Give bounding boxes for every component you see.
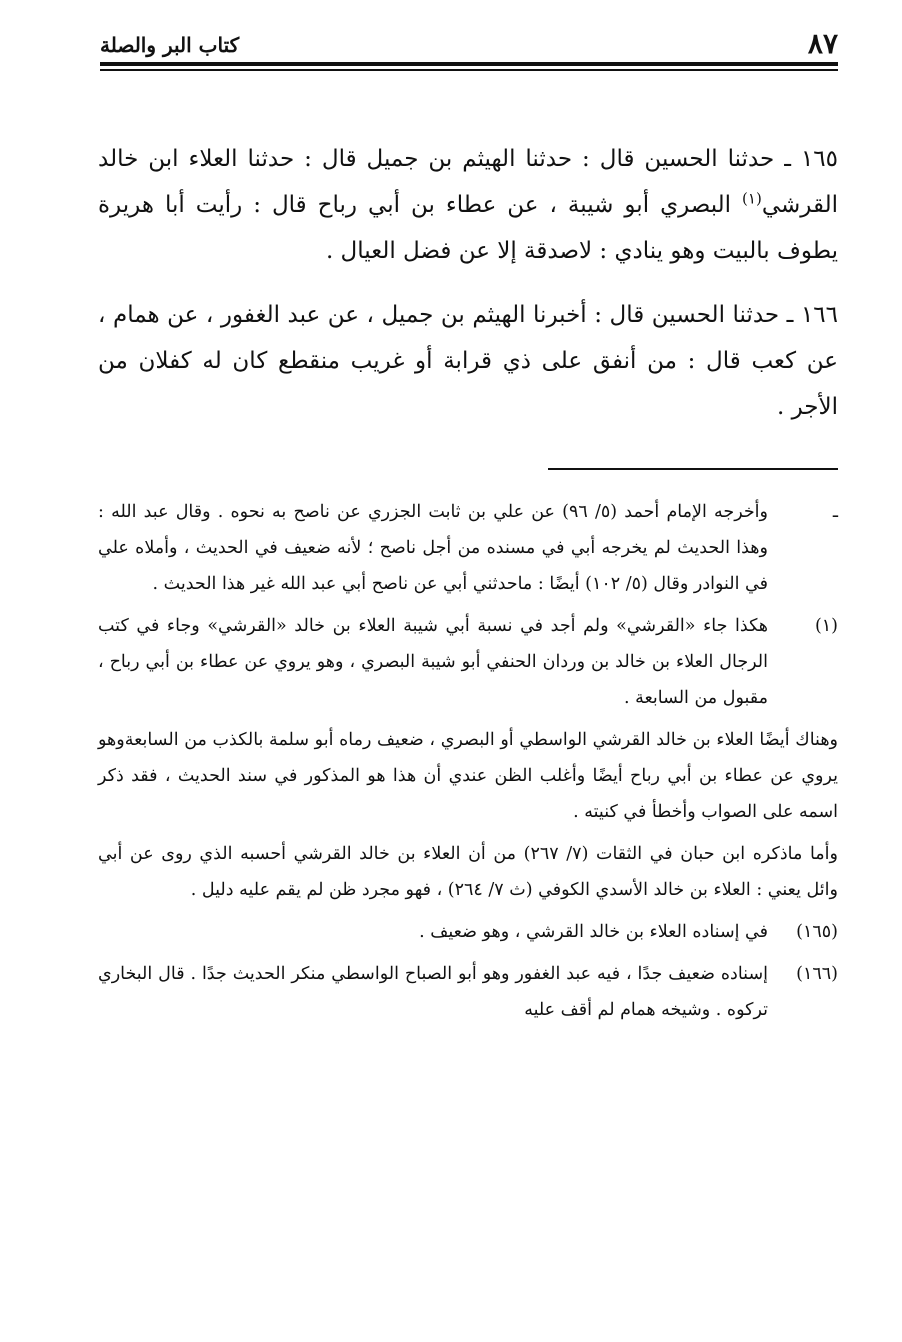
footnote-text: في إسناده العلاء بن خالد القرشي ، وهو ضعيف . [419, 922, 768, 942]
hadith-165 [98, 136, 838, 274]
page-number: ٨٧ [807, 27, 838, 60]
footnote-separator [548, 468, 838, 470]
hadith-165-text-a: ١٦٥ ـ حدثنا الحسين قال : حدثنا الهيثم بن جميل قال : حدثنا العلاء ابن خالد القرشي [98, 146, 838, 218]
footnote-ref-1[interactable]: (١) [742, 189, 762, 208]
footnote-marker: (١) [814, 616, 838, 636]
footnote-marker: (١٦٥) [796, 922, 838, 942]
footnote-text: هكذا جاء «القرشي» ولم أجد في نسبة أبي شيبة العلاء بن خالد «القرشي» وجاء في كتب الرجال العلاء بن خالد بن وردان الحنفي أبو شيبة البصري ، وهو يروي عن عطاء بن أبي رباح ، مقبول من السابعة . [98, 616, 768, 708]
footnote-text: وهناك أيضًا العلاء بن خالد القرشي الواسطي أو البصري ، ضعيف رماه أبو سلمة بالكذب من السابعةوهو يروي عن عطاء بن أبي رباح أيضًا وأغلب الظن عندي أن هذا هو المذكور في سند الحديث ، فقد ذكر اسمه على الصواب وأخطأ في كنيته . [98, 730, 838, 822]
hadith-165-text-b: البصري أبو شيبة ، عن عطاء بن أبي رباح قال : رأيت أبا هريرة يطوف بالبيت وهو ينادي : لاصدقة إلا عن فضل العيال . [98, 192, 838, 264]
footnote-marker: ـ [832, 502, 838, 522]
footnote-text: إسناده ضعيف جدًا ، فيه عبد الغفور وهو أبو الصباح الواسطي منكر الحديث جدًا . قال البخاري تركوه . وشيخه همام لم أقف عليه [98, 964, 768, 1020]
header-rule-thin [100, 69, 838, 71]
footnote-continuation [98, 494, 838, 602]
header-rule-thick [100, 62, 838, 66]
footnote-text: وأخرجه الإمام أحمد (٥/ ٩٦) عن علي بن ثابت الجزري عن ناصح به نحوه . وقال عبد الله : وهذا الحديث لم يخرجه أبي في مسنده من أجل ناصح ؛ لأنه ضعيف في الحديث ، وأملاه علي في النوادر وقال (٥/ ١٠٢) أيضًا : ماحدثني أبي عن ناصح أبي عبد الله غير هذا الحديث . [98, 502, 768, 594]
footnote-165 [98, 914, 838, 950]
footnote-1-para-2 [98, 722, 838, 830]
hadith-166: ١٦٦ ـ حدثنا الحسين قال : أخبرنا الهيثم بن جميل ، عن عبد الغفور ، عن همام ، عن كعب قال : من أنفق على ذي قرابة أو غريب منقطع كان له كفلان من الأجر . [98, 302, 838, 420]
footnote-text: وأما ماذكره ابن حبان في الثقات (٧/ ٢٦٧) من أن العلاء بن خالد القرشي أحسبه الذي روى عن أبي وائل يعني : العلاء بن خالد الأسدي الكوفي (ث ٧/ ٢٦٤) ، فهو مجرد ظن لم يقم عليه دليل . [98, 844, 838, 900]
footnote-166 [98, 956, 838, 1028]
page-header [100, 26, 838, 62]
running-title: كتاب البر والصلة [100, 33, 240, 57]
footnote-1-para-3 [98, 836, 838, 908]
footnote-1 [98, 608, 838, 716]
footnotes [98, 494, 838, 1034]
footnote-marker: (١٦٦) [796, 964, 838, 984]
main-text [98, 136, 838, 430]
